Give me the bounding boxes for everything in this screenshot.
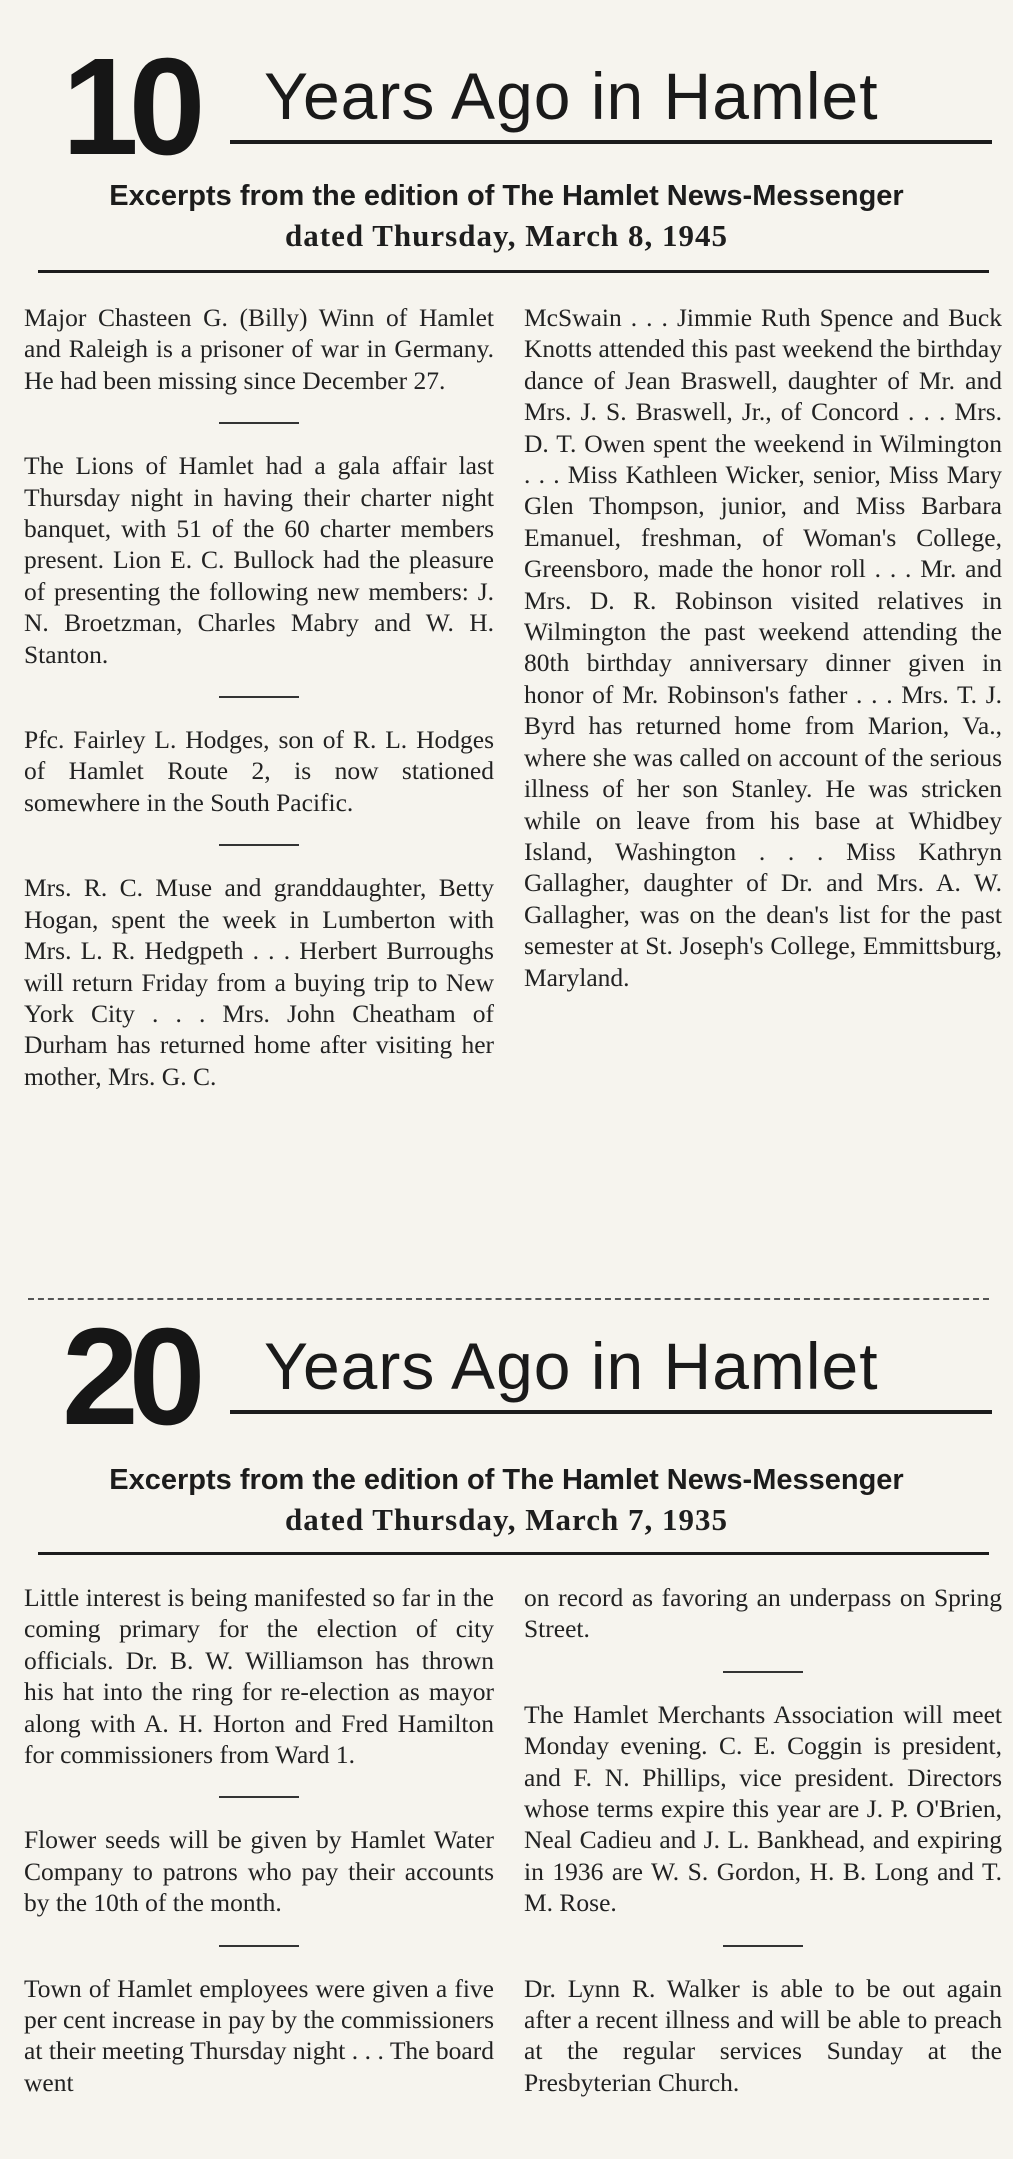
item-separator xyxy=(219,1796,299,1798)
news-item: Mrs. R. C. Muse and granddaughter, Betty Hogan, spent the week in Lumberton with Mrs. L. R. Hedgpeth . . . Herbert Burroughs will return Friday from a buying trip to New York City . . . Mrs. John Cheatham of Durham has returned home after visiting her mother, Mrs. G. C. xyxy=(24,873,494,1091)
item-separator xyxy=(723,1671,803,1673)
excerpts-line: Excerpts from the edition of The Hamlet News-Messenger xyxy=(109,1464,904,1496)
heading-rule xyxy=(230,1410,992,1414)
years-number: 10 xyxy=(62,30,196,184)
item-separator xyxy=(219,422,299,424)
item-separator xyxy=(723,1945,803,1947)
news-item: Pfc. Fairley L. Hodges, son of R. L. Hodges of Hamlet Route 2, is now stationed somewhere in the South Pacific. xyxy=(24,725,494,817)
item-separator xyxy=(219,844,299,846)
top-rule xyxy=(38,270,989,273)
news-item: Flower seeds will be given by Hamlet Water Company to patrons who pay their accounts by the 10th of the month. xyxy=(24,1825,494,1918)
section-heading xyxy=(62,30,992,184)
dated-line: dated Thursday, March 7, 1935 xyxy=(285,1502,728,1537)
dated-line: dated Thursday, March 8, 1945 xyxy=(285,218,728,253)
news-item: on record as favoring an underpass on Spring Street. xyxy=(524,1583,1002,1644)
news-item: Town of Hamlet employees were given a five per cent increase in pay by the commissioners at their meeting Thursday night . . . The board went xyxy=(24,1973,494,2097)
news-item: Dr. Lynn R. Walker is able to be out again after a recent illness and will be able to preach at the regular services Sunday at the Presbyterian Church. xyxy=(524,1973,1002,2097)
right-column xyxy=(524,1582,1002,2098)
item-separator xyxy=(219,1945,299,1947)
heading-rule xyxy=(230,140,992,144)
news-item: Major Chasteen G. (Billy) Winn of Hamlet and Raleigh is a prisoner of war in Germany. He had been missing since December 27. xyxy=(24,303,494,395)
news-item: The Hamlet Merchants Association will meet Monday evening. C. E. Coggin is president, and F. N. Phillips, vice president. Directors whose terms expire this year are J. P. O'Brien, Neal Cadieu and J. L. Bankhead, and expiring in 1936 are W. S. Gordon, H. B. Long and T. M. Rose. xyxy=(524,1699,1002,1918)
section-heading xyxy=(62,1300,992,1454)
right-column xyxy=(524,302,1002,993)
left-column xyxy=(24,1582,494,2098)
news-item: Little interest is being manifested so far in the coming primary for the election of city officials. Dr. B. W. Williamson has thrown his hat into the ring for re-election as mayor along with A. H. Horton and Fred Hamilton for commissioners from Ward 1. xyxy=(24,1583,494,1770)
excerpts-line: Excerpts from the edition of The Hamlet News-Messenger xyxy=(109,180,904,212)
item-separator xyxy=(219,696,299,698)
news-item: McSwain . . . Jimmie Ruth Spence and Buck Knotts attended this past weekend the birthday dance of Jean Braswell, daughter of Mr. and Mrs. J. S. Braswell, Jr., of Concord . . . Mrs. D. T. Owen spent the weekend in Wilmington . . . Miss Kathleen Wicker, senior, Miss Mary Glen Thompson, junior, and Miss Barbara Emanuel, freshman, of Woman's College, Greensboro, made the honor roll . . . Mr. and Mrs. D. R. Robinson visited relatives in Wilmington the past weekend attending the 80th birthday anniversary dinner given in honor of Mr. Robinson's father . . . Mrs. T. J. Byrd has returned home from Marion, Va., where she was called on account of the serious illness of her son Stanley. He was stricken while on leave from his base at Whidbey Island, Washington . . . Miss Kathryn Gallagher, daughter of Dr. and Mrs. A. W. Gallagher, was on the dean's list for the past semester at St. Joseph's College, Emmittsburg, Maryland. xyxy=(524,303,1002,992)
top-rule xyxy=(38,1552,989,1555)
section-title: Years Ago in Hamlet xyxy=(264,1329,879,1403)
left-column xyxy=(24,302,494,1092)
years-number: 20 xyxy=(62,1300,196,1454)
news-item: The Lions of Hamlet had a gala affair last Thursday night in having their charter night banquet, with 51 of the 60 charter members present. Lion E. C. Bullock had the pleasure of presenting the following new members: J. N. Broetzman, Charles Mabry and W. H. Stanton. xyxy=(24,451,494,669)
section-title: Years Ago in Hamlet xyxy=(264,59,879,133)
